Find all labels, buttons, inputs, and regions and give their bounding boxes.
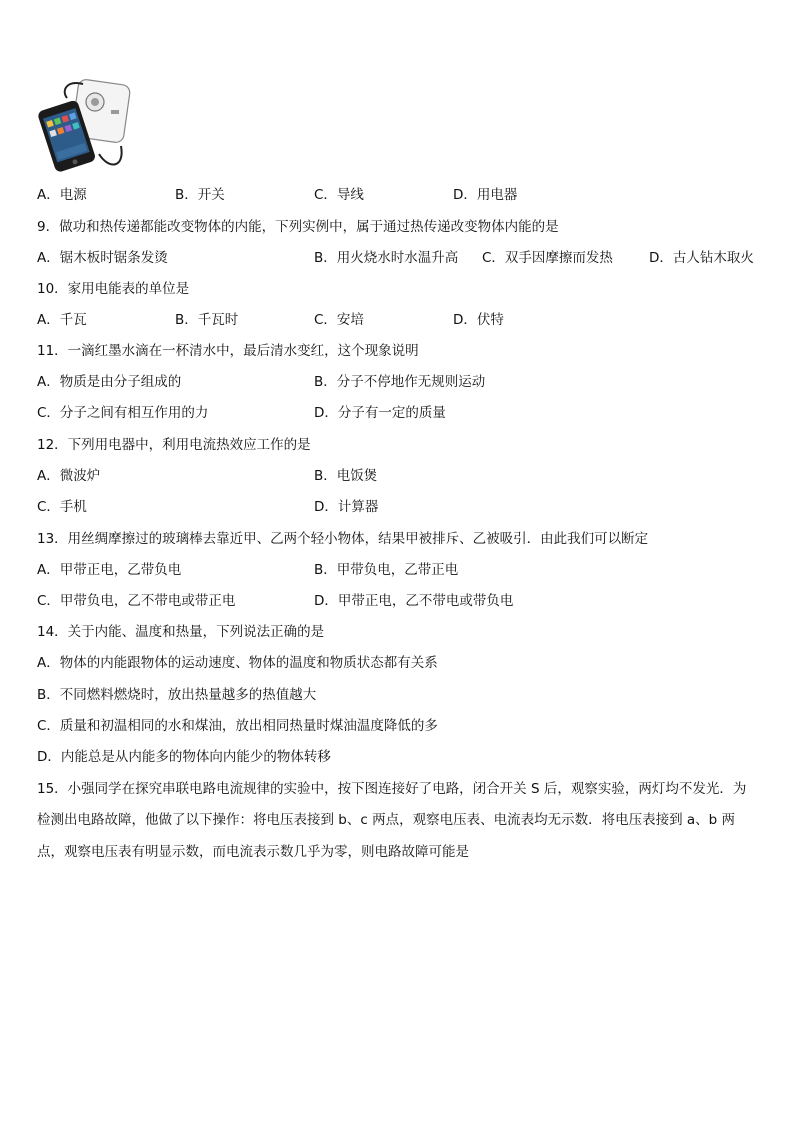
q15-stem-line-3: 点，观察电压表有明显示数，而电流表示数几乎为零，则电路故障可能是 [37, 844, 469, 860]
q14-option-d: D．内能总是从内能多的物体向内能少的物体转移 [37, 749, 331, 765]
q14-option-c: C．质量和初温相同的水和煤油，放出相同热量时煤油温度降低的多 [37, 718, 438, 734]
q10-option-a: A．千瓦 [37, 312, 87, 328]
q9-stem: 9．做功和热传递都能改变物体的内能，下列实例中，属于通过热传递改变物体内能的是 [37, 219, 559, 235]
q11-option-a: A．物质是由分子组成的 [37, 374, 182, 390]
q10-option-c: C．安培 [314, 312, 364, 328]
q12-option-c: C．手机 [37, 499, 87, 515]
q10-option-d: D．伏特 [453, 312, 504, 328]
q12-option-a: A．微波炉 [37, 468, 101, 484]
q9-option-b: B．用火烧水时水温升高 [314, 250, 459, 266]
q9-option-d: D．古人钻木取火 [649, 250, 754, 266]
q11-option-b: B．分子不停地作无规则运动 [314, 374, 486, 390]
q13-option-d: D．甲带正电，乙不带电或带负电 [314, 593, 514, 609]
q14-option-b: B．不同燃料燃烧时，放出热量越多的热值越大 [37, 687, 317, 703]
q10-option-b: B．千瓦时 [175, 312, 239, 328]
q11-option-d: D．分子有一定的质量 [314, 405, 446, 421]
q13-option-a: A．甲带正电，乙带负电 [37, 562, 182, 578]
q9-option-c: C．双手因摩擦而发热 [482, 250, 613, 266]
q10-stem: 10．家用电能表的单位是 [37, 281, 190, 297]
phone-powerbank-image [37, 76, 137, 172]
q8-option-d: D．用电器 [453, 187, 518, 203]
q13-option-b: B．甲带负电，乙带正电 [314, 562, 459, 578]
q9-option-a: A．锯木板时锯条发烫 [37, 250, 168, 266]
q11-stem: 11．一滴红墨水滴在一杯清水中，最后清水变红，这个现象说明 [37, 343, 419, 359]
q8-option-c: C．导线 [314, 187, 364, 203]
q14-option-a: A．物体的内能跟物体的运动速度、物体的温度和物质状态都有关系 [37, 655, 438, 671]
q15-stem-line-2: 检测出电路故障，他做了以下操作：将电压表接到 b、c 两点，观察电压表、电流表均无示数．将电压表接到 a、b 两 [37, 812, 735, 828]
q8-option-b: B．开关 [175, 187, 225, 203]
q15-stem-line-1: 15．小强同学在探究串联电路电流规律的实验中，按下图连接好了电路，闭合开关 S 后，观察实验，两灯均不发光．为 [37, 781, 747, 797]
q8-option-a: A．电源 [37, 187, 87, 203]
q12-option-b: B．电饭煲 [314, 468, 378, 484]
q13-stem: 13．用丝绸摩擦过的玻璃棒去靠近甲、乙两个轻小物体，结果甲被排斥、乙被吸引．由此我们可以断定 [37, 531, 649, 547]
q12-option-d: D．计算器 [314, 499, 379, 515]
q12-stem: 12．下列用电器中，利用电流热效应工作的是 [37, 437, 311, 453]
q13-option-c: C．甲带负电，乙不带电或带正电 [37, 593, 236, 609]
q14-stem: 14．关于内能、温度和热量，下列说法正确的是 [37, 624, 325, 640]
q11-option-c: C．分子之间有相互作用的力 [37, 405, 209, 421]
